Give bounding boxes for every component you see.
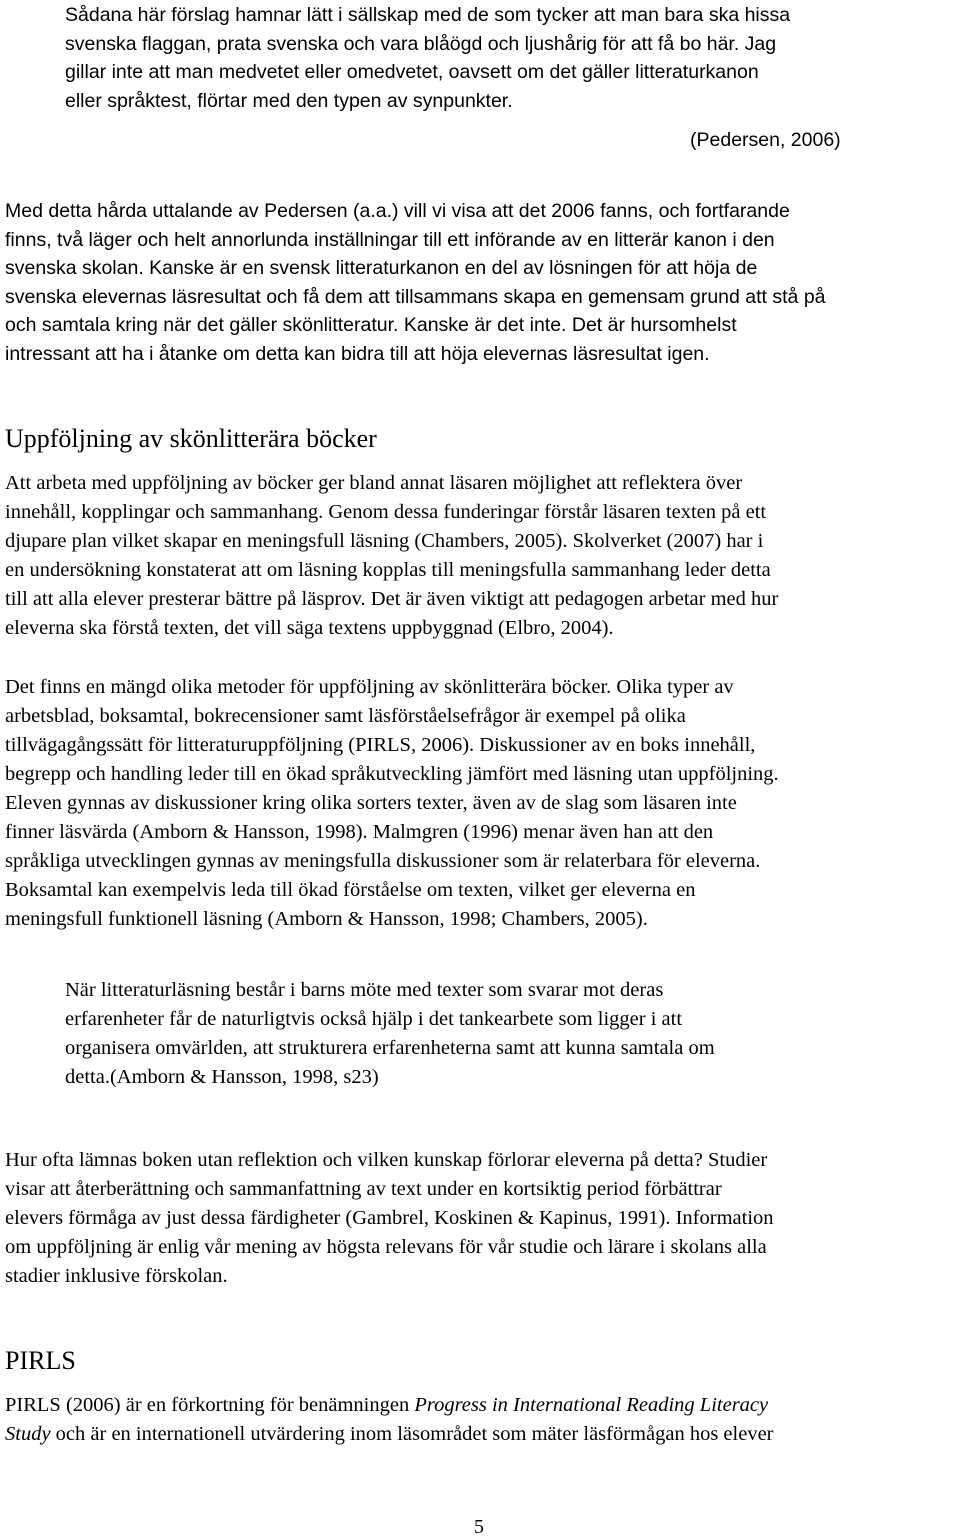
text-line: intressant att ha i åtanke om detta kan bidra till att höja elevernas läsresultat igen.: [5, 342, 710, 365]
paragraph-uppfoljning-3: [5, 1146, 774, 1291]
text-line: svenska skolan. Kanske är en svensk litteraturkanon en del av lösningen för att höja de: [5, 257, 758, 280]
text-line: Att arbeta med uppföljning av böcker ger bland annat läsaren möjlighet att reflektera över: [5, 472, 743, 494]
text-line: Boksamtal kan exempelvis leda till ökad förståelse om texten, vilket ger eleverna en: [5, 879, 696, 901]
text-line: stadier inklusive förskolan.: [5, 1265, 228, 1287]
quote-line: Sådana här förslag hamnar lätt i sällskap med de som tycker att man bara ska hissa: [65, 4, 791, 26]
text-run: PIRLS (2006) är en förkortning för benämningen: [5, 1394, 415, 1416]
paragraph-pirls: [5, 1391, 774, 1449]
quote-line: svenska flaggan, prata svenska och vara blåögd och ljushårig för att få bo här. Jag: [65, 32, 777, 55]
quote-line: eller språktest, flörtar med den typen av synpunkter.: [65, 89, 513, 112]
text-line: om uppföljning är enlig vår mening av högsta relevans för vår studie och lärare i skolans alla: [5, 1236, 767, 1258]
text-line: Hur ofta lämnas boken utan reflektion och vilken kunskap förlorar eleverna på detta? Studier: [5, 1149, 768, 1171]
text-line: elevers förmåga av just dessa färdigheter (Gambrel, Koskinen & Kapinus, 1991). Information: [5, 1207, 774, 1229]
text-line: Eleven gynnas av diskussioner kring olika sorters texter, även av de slag som läsaren inte: [5, 792, 737, 814]
paragraph-uppfoljning-1: [5, 469, 778, 643]
quote-line: organisera omvärlden, att strukturera erfarenheterna samt att kunna samtala om: [65, 1037, 715, 1059]
text-line: en undersökning konstaterat att om läsning kopplas till meningsfulla sammanhang leder detta: [5, 559, 771, 581]
text-line: eleverna ska förstå texten, det vill säga textens uppbyggnad (Elbro, 2004).: [5, 617, 614, 639]
quote-line: erfarenheter får de naturligtvis också hjälp i det tankearbete som ligger i att: [65, 1008, 683, 1030]
text-line: visar att återberättning och sammanfattning av text under en kortsiktig period förbättrar: [5, 1178, 722, 1200]
text-line: meningsfull funktionell läsning (Amborn & Hansson, 1998; Chambers, 2005).: [5, 908, 648, 930]
text-line: arbetsblad, boksamtal, bokrecensioner samt läsförståelsefrågor är exempel på olika: [5, 705, 686, 727]
text-line: djupare plan vilket skapar en meningsfull läsning (Chambers, 2005). Skolverket (2007) har i: [5, 530, 764, 552]
text-line: [5, 1391, 774, 1420]
italic-title-run: Progress in International Reading Literacy: [414, 1394, 769, 1416]
text-line: språkliga utvecklingen gynnas av meningsfulla diskussioner som är relaterbara för eleverna.: [5, 850, 761, 872]
block-quote-pedersen: [65, 1, 790, 115]
paragraph-uppfoljning-2: [5, 673, 779, 934]
text-line: tillvägagångssätt för litteraturuppföljning (PIRLS, 2006). Diskussioner av en boks innehåll,: [5, 734, 756, 756]
text-line: innehåll, kopplingar och sammanhang. Genom dessa funderingar förstår läsaren texten på ett: [5, 501, 767, 523]
quote-line: När litteraturläsning består i barns möte med texter som svarar mot deras: [65, 979, 664, 1001]
section-heading-pirls: PIRLS: [5, 1346, 76, 1375]
paragraph-pedersen-commentary: [5, 197, 826, 369]
section-heading-uppfoljning: Uppföljning av skönlitterära böcker: [5, 424, 377, 453]
text-line: och samtala kring när det gäller skönlitteratur. Kanske är det inte. Det är hursomhelst: [5, 314, 737, 337]
text-line: finner läsvärda (Amborn & Hansson, 1998). Malmgren (1996) menar även han att den: [5, 821, 714, 843]
text-line: Med detta hårda uttalande av Pedersen (a.a.) vill vi visa att det 2006 fanns, och fortfarande: [5, 200, 790, 222]
quote-citation: (Pedersen, 2006): [690, 129, 841, 151]
text-line: Det finns en mängd olika metoder för uppföljning av skönlitterära böcker. Olika typer av: [5, 676, 734, 698]
page-number: 5: [474, 1516, 484, 1538]
text-line: svenska elevernas läsresultat och få dem att tillsammans skapa en gemensam grund att stå på: [5, 285, 826, 308]
text-line: begrepp och handling leder till en ökad språkutveckling jämfört med läsning utan uppföljning.: [5, 763, 779, 785]
quote-line: gillar inte att man medvetet eller omedvetet, oavsett om det gäller litteraturkanon: [65, 61, 759, 84]
text-line: [5, 1420, 774, 1449]
italic-title-run: Study: [5, 1423, 51, 1445]
block-quote-amborn-hansson: [65, 976, 715, 1092]
text-line: finns, två läger och helt annorlunda inställningar till ett införande av en litterär kanon i den: [5, 228, 775, 251]
quote-line: detta.(Amborn & Hansson, 1998, s23): [65, 1066, 379, 1088]
text-line: till att alla elever presterar bättre på läsprov. Det är även viktigt att pedagogen arbetar med hur: [5, 588, 779, 610]
text-run: och är en internationell utvärdering inom läsområdet som mäter läsförmågan hos elever: [50, 1423, 774, 1445]
